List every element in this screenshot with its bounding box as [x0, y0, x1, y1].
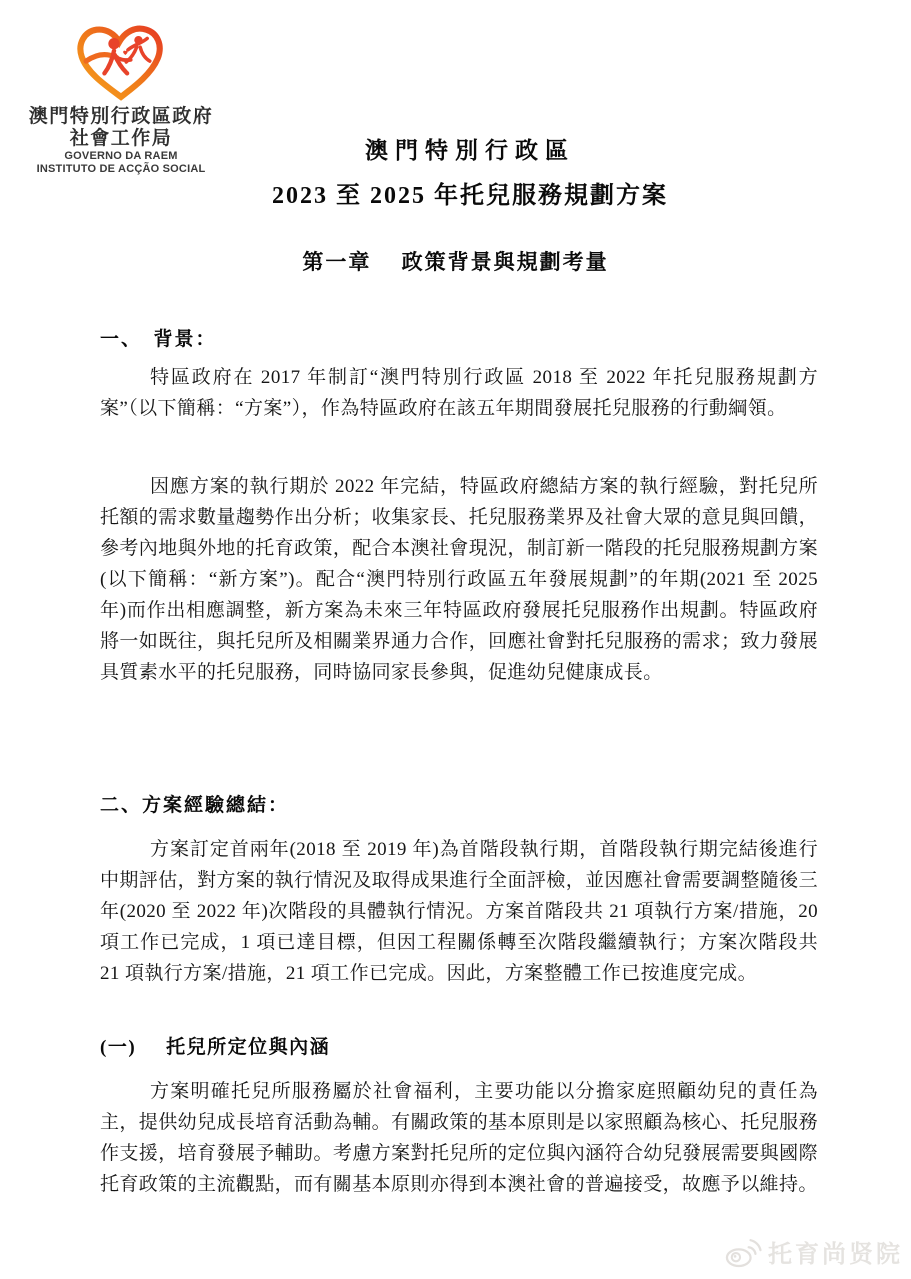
subsection-1-number: (一): [100, 1037, 137, 1058]
weibo-icon: [724, 1235, 762, 1269]
heart-logo-icon: [73, 20, 169, 104]
watermark: [724, 1234, 903, 1269]
section-1-paragraph-2: 因應方案的執行期於 2022 年完結，特區政府總結方案的執行經驗，對托兒所托額的需求數量趨勢作出分析；收集家長、托兒服務業界及社會大眾的意見與回饋，參考內地與外地的托育政策，配合本澳社會現況，制訂新一階段的托兒服務規劃方案(以下簡稱：“新方案”)。配合“澳門特別行政區五年發展規劃”的年期(2021 至 2025 年)而作出相應調整，新方案為未來三年特區政府發展托兒服務作出規劃。特區政府將一如既往，與托兒所及相關業界通力合作，回應社會對托兒服務的需求；致力發展具質素水平的托兒服務，同時協同家長參與，促進幼兒健康成長。: [100, 476, 818, 683]
logo-org-name-pt-line1: GOVERNO DA RAEM: [64, 150, 178, 162]
section-2-heading: 二、方案經驗總結：: [100, 795, 290, 816]
chapter-heading: 第一章 政策背景與規劃考量: [302, 250, 609, 274]
subsection-1-title: 托兒所定位與內涵: [166, 1037, 331, 1058]
section-1-paragraph-1: 特區政府在 2017 年制訂“澳門特別行政區 2018 至 2022 年托兒服務規劃方案”（以下簡稱：“方案”），作為特區政府在該五年期間發展托兒服務的行動綱領。: [100, 367, 818, 419]
section-1-heading: 一、 背景：: [100, 329, 217, 350]
section-2-paragraph-1: 方案訂定首兩年(2018 至 2019 年)為首階段執行期，首階段執行期完結後進行中期評估，對方案的執行情況及取得成果進行全面評檢，並因應社會需要調整隨後三年(2020 至 2022 年)次階段的具體執行情況。方案首階段共 21 項執行方案/措施，20 項工作已完成，1 項已達目標，但因工程關係轉至次階段繼續執行；方案次階段共 21 項執行方案/措施，21 項工作已完成。因此，方案整體工作已按進度完成。: [100, 839, 818, 984]
logo-org-name-pt-line2: INSTITUTO DE ACÇÃO SOCIAL: [36, 163, 206, 175]
subsection-1-paragraph-1: 方案明確托兒所服務屬於社會福利，主要功能以分擔家庭照顧幼兒的責任為主，提供幼兒成長培育活動為輔。有關政策的基本原則是以家照顧為核心、托兒服務作支援，培育發展予輔助。考慮方案對托兒所的定位與內涵符合幼兒發展需要與國際托育政策的主流觀點，而有關基本原則亦得到本澳社會的普遍接受，故應予以維持。: [100, 1081, 818, 1195]
subsection-1-heading: [100, 1032, 330, 1059]
ias-logo-block: [10, 20, 232, 176]
document-title-line2: 2023 至 2025 年托兒服務規劃方案: [272, 183, 668, 209]
document-title: [220, 132, 720, 210]
document-title-line1: 澳門特別行政區: [365, 138, 575, 163]
logo-org-name-zh-line1: 澳門特別行政區政府: [28, 106, 214, 127]
watermark-text: 托育尚贤院: [768, 1241, 903, 1268]
logo-org-name-zh-line2: 社會工作局: [69, 128, 173, 149]
